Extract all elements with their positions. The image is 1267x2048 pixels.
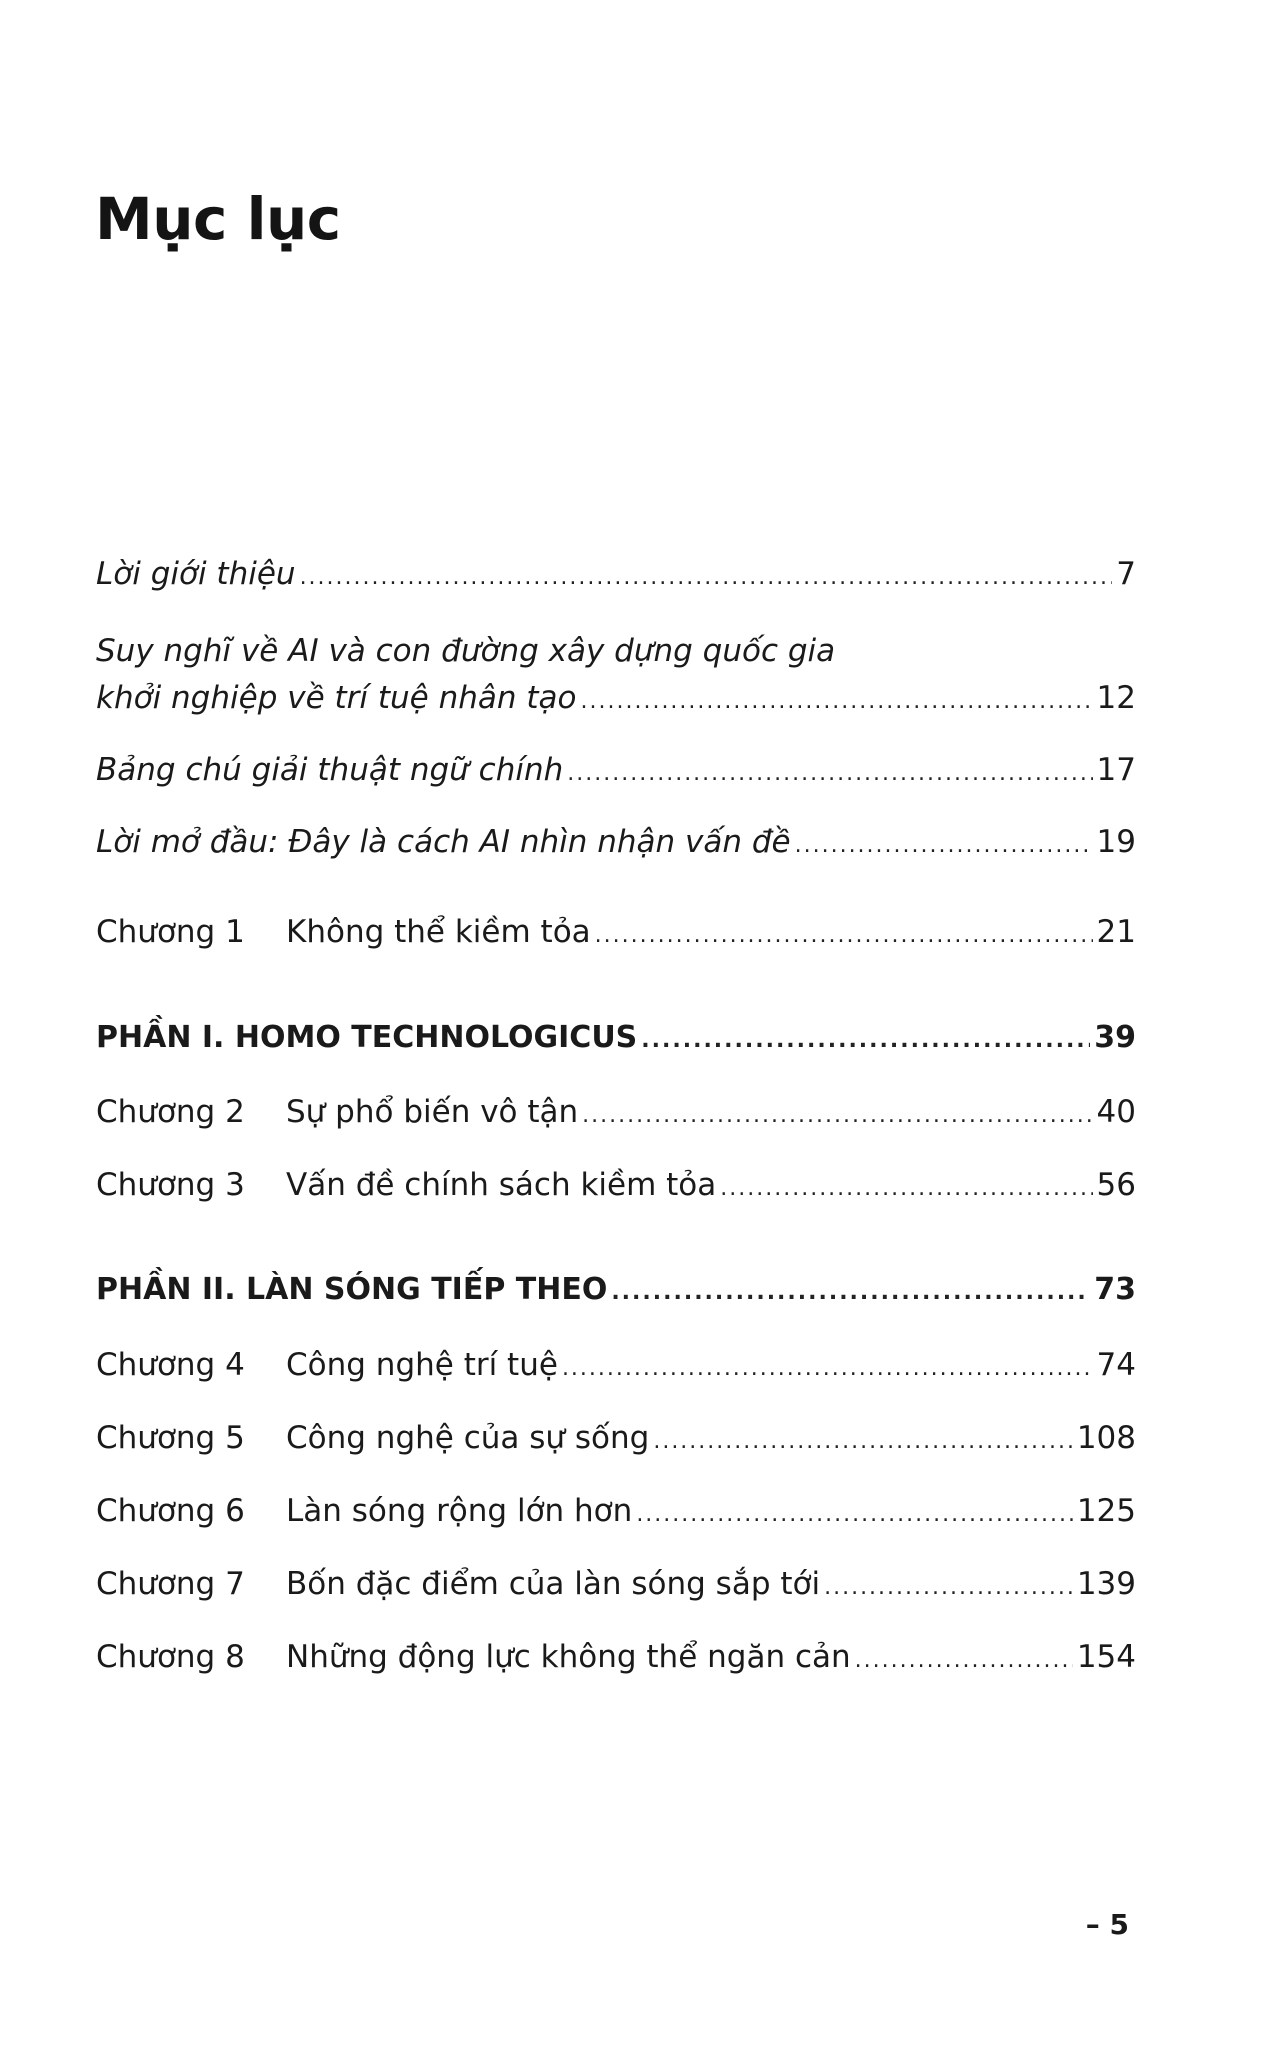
- chapter-number: Chương 2: [96, 1094, 245, 1130]
- leader-dots: [567, 752, 1092, 796]
- entry-label: Làn sóng rộng lớn hơn: [286, 1493, 633, 1529]
- leader-dots: [824, 1566, 1073, 1610]
- entry-label-line1: Suy nghĩ về AI và con đường xây dựng quốc gia: [96, 633, 836, 669]
- leader-dots: [795, 824, 1093, 868]
- entry-label: Không thể kiềm tỏa: [286, 914, 591, 950]
- chapter-number: Chương 4: [96, 1347, 245, 1383]
- toc-entry-part-1: [96, 1016, 1136, 1063]
- toc-entry-chapter-4: [96, 1343, 1136, 1391]
- toc-entry-introduction: [96, 552, 1136, 600]
- entry-page: 17: [1096, 752, 1136, 788]
- toc-entry-chapter-6: [96, 1489, 1136, 1537]
- toc-entry-preface: [96, 820, 1136, 868]
- toc-entry-chapter-3: [96, 1163, 1136, 1211]
- part-label: PHẦN I. HOMO TECHNOLOGICUS: [96, 1020, 638, 1055]
- entry-label: Công nghệ trí tuệ: [286, 1347, 558, 1383]
- entry-label: Những động lực không thể ngăn cản: [286, 1639, 851, 1675]
- page-number: – 5: [1085, 1908, 1129, 1941]
- chapter-number: Chương 7: [96, 1566, 245, 1602]
- entry-page: 7: [1116, 556, 1136, 592]
- leader-dots: [595, 914, 1093, 958]
- entry-page: 108: [1076, 1420, 1136, 1456]
- entry-label: Lời giới thiệu: [96, 556, 296, 592]
- entry-page: 139: [1076, 1566, 1136, 1602]
- leader-dots: [582, 1094, 1092, 1138]
- toc-entry-ai-startup-nation: [96, 628, 1136, 674]
- toc-entry-chapter-8: [96, 1635, 1136, 1683]
- leader-dots: [855, 1639, 1073, 1683]
- leader-dots: [611, 1271, 1090, 1315]
- chapter-number: Chương 1: [96, 914, 245, 950]
- chapter-number: Chương 8: [96, 1639, 245, 1675]
- entry-page: 39: [1094, 1020, 1136, 1055]
- entry-label: Công nghệ của sự sống: [286, 1420, 650, 1456]
- chapter-number: Chương 6: [96, 1493, 245, 1529]
- chapter-number: Chương 3: [96, 1167, 245, 1203]
- toc-entry-chapter-5: [96, 1416, 1136, 1464]
- toc-entry-ai-startup-nation-line2: [96, 676, 1136, 724]
- leader-dots: [562, 1347, 1093, 1391]
- page-title: Mục lục: [95, 185, 341, 253]
- entry-label: Bảng chú giải thuật ngữ chính: [96, 752, 564, 788]
- chapter-number: Chương 5: [96, 1420, 245, 1456]
- entry-page: 21: [1096, 914, 1136, 950]
- leader-dots: [636, 1493, 1073, 1537]
- entry-page: 40: [1096, 1094, 1136, 1130]
- leader-dots: [581, 680, 1093, 724]
- leader-dots: [300, 556, 1113, 600]
- toc-entry-chapter-7: [96, 1562, 1136, 1610]
- toc-entry-part-2: [96, 1268, 1136, 1315]
- entry-page: 125: [1076, 1493, 1136, 1529]
- entry-page: 56: [1096, 1167, 1136, 1203]
- toc-entry-glossary: [96, 748, 1136, 796]
- entry-label: khởi nghiệp về trí tuệ nhân tạo: [96, 680, 577, 716]
- entry-label: Vấn đề chính sách kiềm tỏa: [286, 1167, 717, 1203]
- leader-dots: [720, 1167, 1092, 1211]
- toc-entry-chapter-2: [96, 1090, 1136, 1138]
- entry-label: Lời mở đầu: Đây là cách AI nhìn nhận vấn đề: [96, 824, 791, 860]
- toc-entry-chapter-1: [96, 910, 1136, 958]
- part-label: PHẦN II. LÀN SÓNG TIẾP THEO: [96, 1272, 608, 1307]
- entry-label: Sự phổ biến vô tận: [286, 1094, 579, 1130]
- entry-page: 19: [1096, 824, 1136, 860]
- entry-page: 73: [1094, 1272, 1136, 1307]
- entry-page: 74: [1096, 1347, 1136, 1383]
- entry-page: 154: [1076, 1639, 1136, 1675]
- entry-label: Bốn đặc điểm của làn sóng sắp tới: [286, 1566, 821, 1602]
- entry-page: 12: [1096, 680, 1136, 716]
- leader-dots: [653, 1420, 1073, 1464]
- leader-dots: [641, 1019, 1090, 1063]
